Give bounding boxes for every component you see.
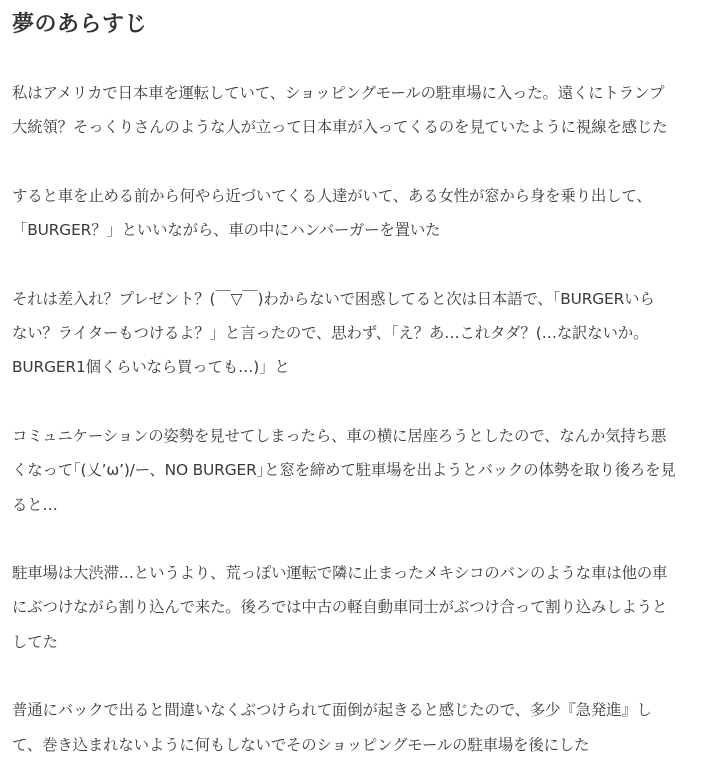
paragraph-line: くなって｢(乂’ω’)/ー、NO BURGER｣と窓を締めて駐車場を出ようとバックの体勢を取り後ろを見	[12, 461, 676, 480]
paragraph-2	[12, 179, 709, 248]
paragraph-5	[12, 556, 709, 659]
paragraph-line: してた	[12, 632, 58, 651]
paragraph-line: にぶつけながら割り込んで来た。後ろでは中古の軽自動車同士がぶつけ合って割り込みしようと	[12, 598, 668, 617]
paragraph-1	[12, 76, 709, 145]
page-title: 夢のあらすじ	[12, 12, 148, 37]
paragraph-line: ない？ライターもつけるよ？」と言ったので、思わず、「え？あ…これタダ？(…な訳ないか。	[12, 324, 649, 343]
paragraph-line: 大統領？そっくりさんのような人が立って日本車が入ってくるのを見ていたように視線を感じた	[12, 118, 668, 137]
paragraph-line: コミュニケーションの姿勢を見せてしまったら、車の横に居座ろうとしたので、なんか気持ち悪	[12, 426, 667, 445]
paragraph-line: 私はアメリカで日本車を運転していて、ショッピングモールの駐車場に入った。遠くにトランプ	[12, 84, 665, 102]
paragraph-line: 普通にバックで出ると間違いなくぶつけられて面倒が起きると感じたので、多少『急発進』し	[12, 701, 652, 720]
paragraph-line: ると…	[12, 495, 58, 514]
paragraph-line: 「BURGER？」といいながら、車の中にハンバーガーを置いた	[12, 221, 441, 240]
paragraph-line: BURGER1個くらいなら買っても…)」と	[12, 358, 290, 377]
paragraph-line: 駐車場は大渋滞…というより、荒っぽい運転で隣に止まったメキシコのバンのような車は他の車	[12, 564, 668, 583]
paragraph-6	[12, 693, 709, 762]
paragraph-line: すると車を止める前から何やら近づいてくる人達がいて、ある女性が窓から身を乗り出して、	[12, 186, 652, 205]
paragraph-3	[12, 282, 709, 385]
paragraph-line: て、巻き込まれないように何もしないでそのショッピングモールの駐車場を後にした	[12, 735, 590, 754]
paragraph-line: それは差入れ？プレゼント？(￣▽￣)わからないで困惑してると次は日本語で、「BURGERいら	[12, 289, 655, 308]
paragraph-4	[12, 419, 709, 522]
